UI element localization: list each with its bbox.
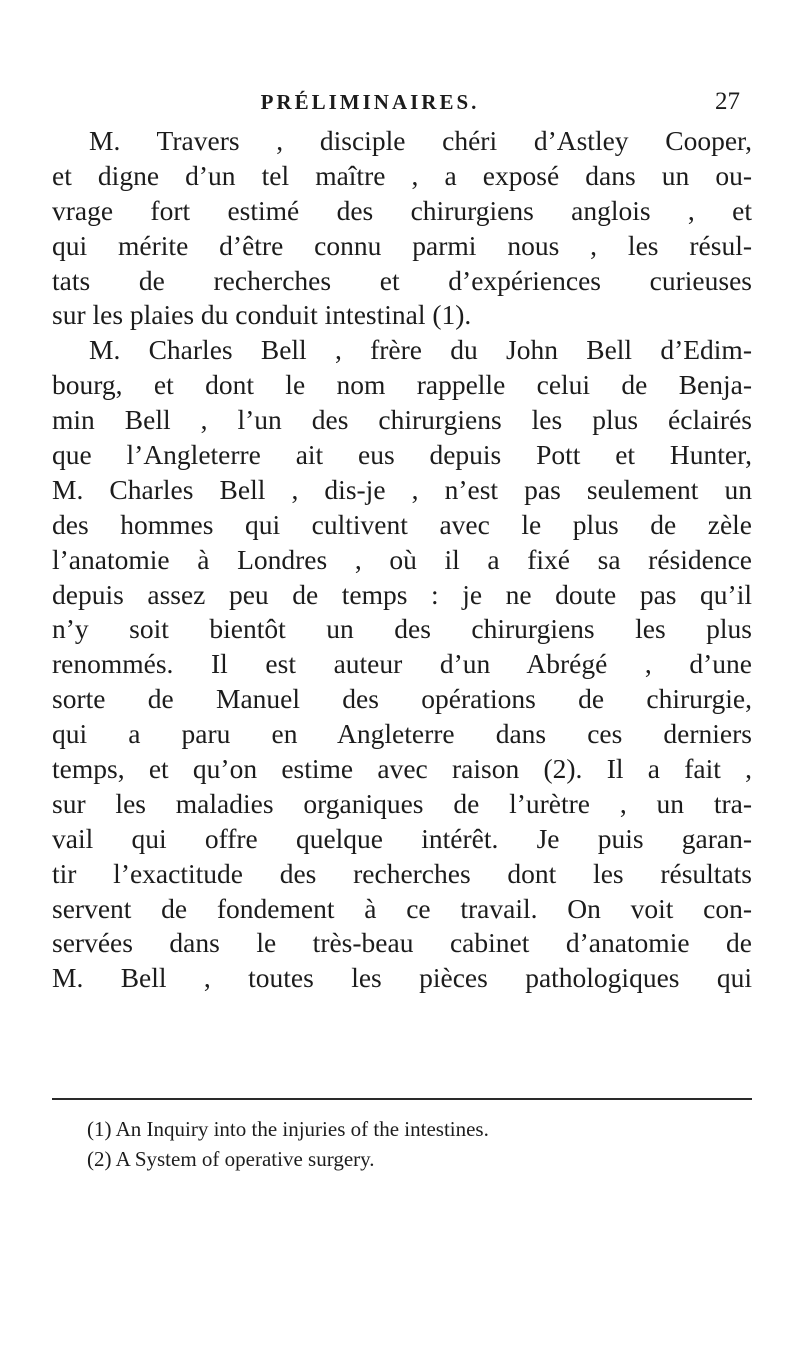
text-line: des hommes qui cultivent avec le plus de zèle xyxy=(52,508,752,540)
page-number: 27 xyxy=(715,88,740,115)
text-line: bourg, et dont le nom rappelle celui de Benja- xyxy=(52,369,752,401)
footnotes xyxy=(87,1114,737,1174)
text-line: servent de fondement à ce travail. On voit con- xyxy=(52,892,752,924)
running-title: PRÉLIMINAIRES. xyxy=(260,90,480,114)
footnote-2: (2) A System of operative surgery. xyxy=(87,1147,375,1171)
footnote-divider xyxy=(52,1098,752,1100)
text-line: l’anatomie à Londres , où il a fixé sa résidence xyxy=(52,543,752,575)
running-head xyxy=(60,88,740,118)
text-line: que l’Angleterre ait eus depuis Pott et Hunter, xyxy=(52,439,752,471)
text-line: M. Travers , disciple chéri d’Astley Cooper, xyxy=(89,125,752,156)
text-line: M. Bell , toutes les pièces pathologiques qui xyxy=(52,962,752,994)
text-line: M. Charles Bell , frère du John Bell d’Edim- xyxy=(89,334,752,366)
text-line: sur les maladies organiques de l’urètre , un tra- xyxy=(52,787,752,819)
text-line: servées dans le très-beau cabinet d’anatomie de xyxy=(52,927,752,959)
footnote-1: (1) An Inquiry into the injuries of the intestines. xyxy=(87,1117,489,1141)
text-line: M. Charles Bell , dis-je , n’est pas seulement un xyxy=(52,473,752,505)
text-line: qui a paru en Angleterre dans ces derniers xyxy=(52,718,752,750)
text-line: et digne d’un tel maître , a exposé dans un ou- xyxy=(52,159,752,191)
text-line: tir l’exactitude des recherches dont les résultats xyxy=(52,857,752,889)
body-text xyxy=(52,124,752,996)
text-line: vrage fort estimé des chirurgiens anglois , et xyxy=(52,194,752,226)
text-line: depuis assez peu de temps : je ne doute pas qu’il xyxy=(52,578,752,610)
text-line: tats de recherches et d’expériences curieuses xyxy=(52,264,752,296)
text-line: sur les plaies du conduit intestinal (1). xyxy=(52,299,472,331)
text-line: min Bell , l’un des chirurgiens les plus éclairés xyxy=(52,404,752,436)
text-line: renommés. Il est auteur d’un Abrégé , d’une xyxy=(52,648,752,680)
text-line: temps, et qu’on estime avec raison (2). Il a fait , xyxy=(52,753,752,785)
text-line: vail qui offre quelque intérêt. Je puis garan- xyxy=(52,822,752,854)
text-line: n’y soit bientôt un des chirurgiens les plus xyxy=(52,613,752,645)
text-line: qui mérite d’être connu parmi nous , les résul- xyxy=(52,229,752,261)
text-line: sorte de Manuel des opérations de chirurgie, xyxy=(52,683,752,715)
